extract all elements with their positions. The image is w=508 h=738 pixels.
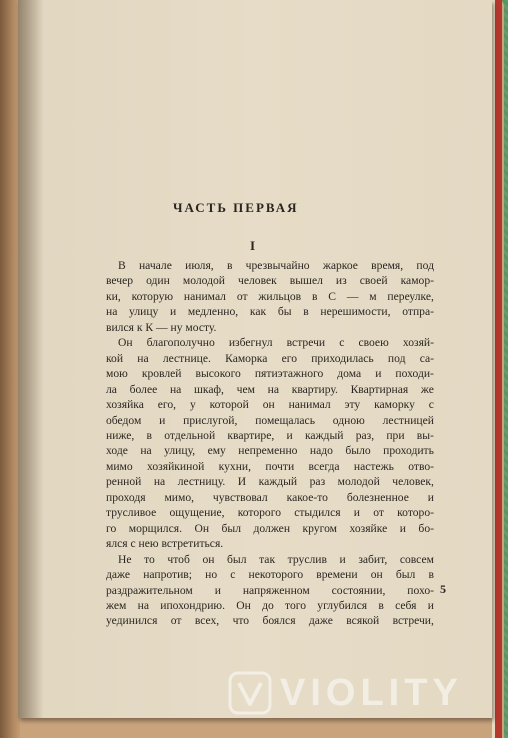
text-line: Он благополучно избегнул встречи с своею хозяй-	[118, 336, 434, 350]
violity-logo-icon	[228, 671, 272, 715]
text-line: вечер один молодой человек вышел из своей камор-	[106, 274, 434, 288]
book-spine	[0, 0, 20, 738]
text-line: проходя мимо, чувствовал какое-то болезненное и	[106, 490, 434, 504]
text-line: мою кровлей высокого пятиэтажного дома и походи-	[106, 367, 434, 381]
text-line: го морщился. Он был должен кругом хозяйке и бо-	[106, 521, 434, 535]
text-line: ренной на лестницу. И каждый раз молодой человек,	[106, 475, 434, 489]
text-line: жем на ипохондрию. Он до того углубился в себя и	[106, 598, 434, 612]
page-gutter-shadow	[18, 0, 44, 718]
text-line: вился к К — ну мосту.	[106, 320, 217, 334]
body-text	[106, 258, 434, 629]
text-line: кой на лестнице. Каморка его приходилась под са-	[106, 351, 434, 365]
page-number: 5	[440, 582, 446, 596]
text-line: трусливое ощущение, которого стыдился и от которо-	[106, 506, 434, 520]
watermark-text: VIOLITY	[280, 671, 463, 714]
chapter-number: I	[250, 238, 256, 253]
text-line: Не то чтоб он был так труслив и забит, совсем	[118, 552, 434, 566]
text-line: уединился от всех, что боялся даже всякой встречи,	[106, 614, 434, 628]
text-line: даже напротив; но с некоторого времени он был в	[106, 568, 434, 582]
text-line: ниже, в отдельной квартире, и каждый раз, при вы-	[106, 428, 434, 442]
text-line: обедом и прислугой, помещалась одною лестницей	[106, 413, 434, 427]
watermark	[228, 668, 498, 718]
cover-edge-strip	[492, 0, 502, 738]
book-page	[18, 0, 492, 718]
text-line: ялся с нею встретиться.	[106, 537, 224, 551]
text-line: ки, которую нанимал от жильцов в С — м переулке,	[106, 289, 434, 303]
text-line: на улицу и медленно, как бы в нерешимости, отпра-	[106, 305, 434, 319]
part-title: ЧАСТЬ ПЕРВАЯ	[173, 200, 299, 215]
text-line: ла более на шкаф, чем на квартиру. Квартирная же	[106, 382, 434, 396]
text-line: ходе на улицу, ему непременно надо было проходить	[106, 444, 434, 458]
text-line: хозяйка его, у которой он нанимал эту каморку с	[106, 398, 434, 412]
text-line: мимо хозяйкиной кухни, почти всегда настежь отво-	[106, 459, 434, 473]
text-line: В начале июля, в чрезвычайно жаркое время, под	[118, 259, 434, 272]
text-line: раздражительном и напряженном состоянии, похо-	[106, 583, 434, 597]
